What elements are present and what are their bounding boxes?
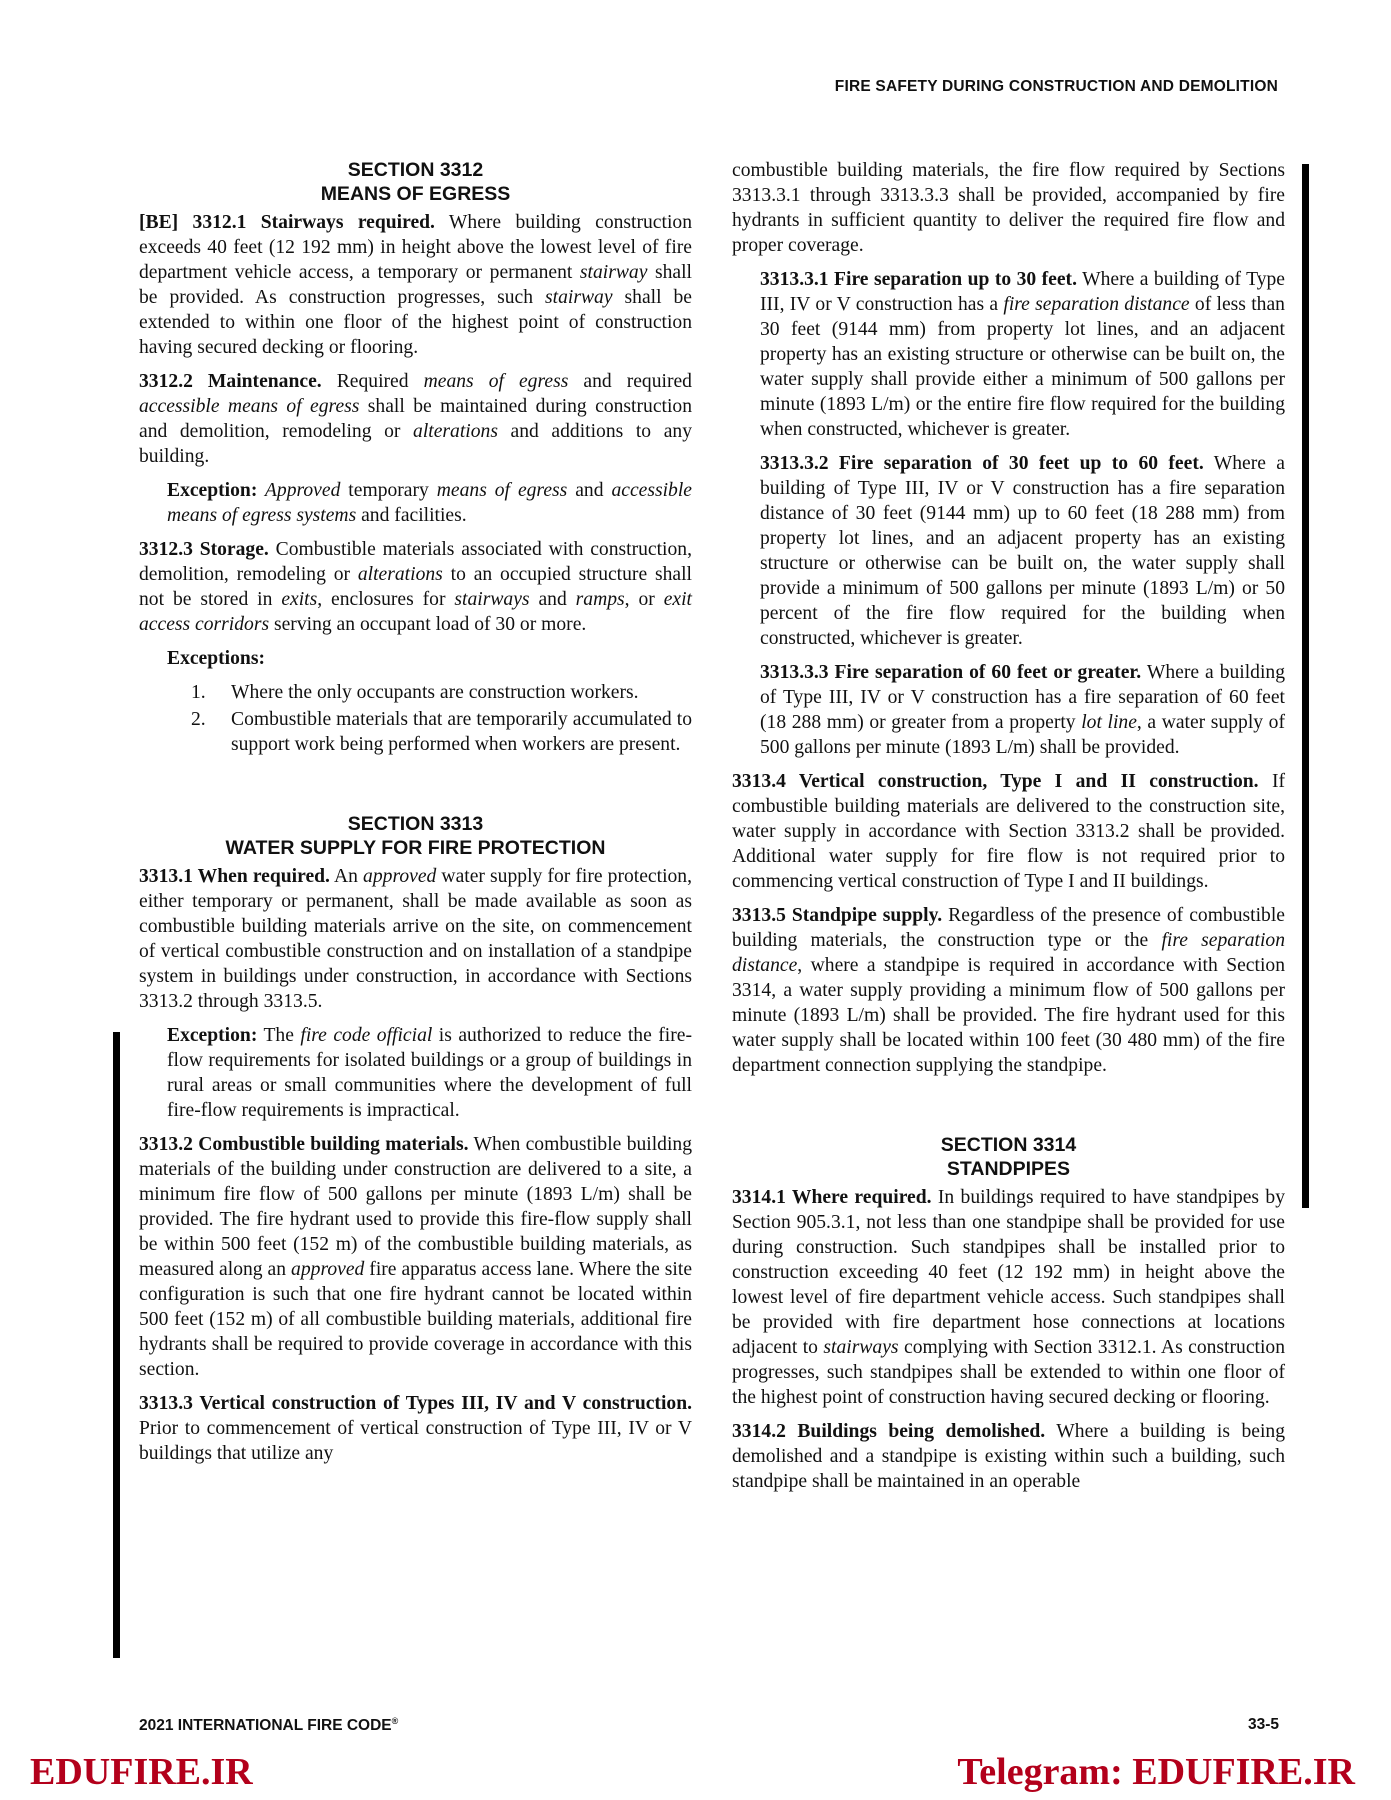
section-number: SECTION 3313 xyxy=(347,813,484,835)
revision-bar-left xyxy=(113,1032,120,1658)
text-run: and additions to any building. xyxy=(139,421,692,467)
defined-term: fire separation distance xyxy=(732,930,1286,976)
exceptions-label: Exceptions: xyxy=(167,648,265,669)
defined-term: fire separation distance xyxy=(1003,294,1190,315)
defined-term: approved xyxy=(291,1259,365,1280)
list-number: 1. xyxy=(191,682,206,703)
section-title: WATER SUPPLY FOR FIRE PROTECTION xyxy=(225,837,606,859)
paragraph-3313-3 xyxy=(139,1391,692,1466)
defined-term: exit access corridors xyxy=(139,589,692,635)
defined-term: stairways xyxy=(454,589,530,610)
defined-term: means of egress xyxy=(436,480,568,501)
paragraph-lead: 3313.3.3 Fire separation of 60 feet or greater. xyxy=(760,662,1142,683)
text-run: and xyxy=(529,589,576,610)
text-run: If combustible building materials are delivered to the construction site, water supply in accordance with Section 3313.2 shall be provided. Additional water supply for fire flow is not required prior to commencing vertical construction of Type I and II buildings. xyxy=(732,771,1286,892)
text-run: of less than 30 feet (9144 mm) from property lot lines, and an adjacent property has an existing structure or otherwise can be built on, the water supply shall provide either a minimum of 500 gallons per minute (1893 L/m) or the entire fire flow required for the building when constructed, whichever is greater. xyxy=(760,294,1285,440)
defined-term: stairways xyxy=(823,1337,899,1358)
defined-term: ramps xyxy=(575,589,625,610)
text-run: The xyxy=(257,1025,301,1046)
defined-term: means of egress xyxy=(423,371,569,392)
list-number: 2. xyxy=(191,709,206,730)
text-run: to an occupied structure shall not be stored in xyxy=(139,564,692,610)
text-run: Where a building of Type III, IV or V construction has a xyxy=(760,269,1285,315)
paragraph-3314-1 xyxy=(732,1185,1285,1410)
text-run: Where a building of Type III, IV or V construction has a fire separation distance of 30 feet (9144 mm) up to 60 feet (18 288 mm) from property lot lines, and an adjacent property has an existing structure or otherwise can be built on, the water supply shall provide a minimum of 500 gallons per minute (1893 L/m) or 50 percent of the fire flow required for the building when constructed, whichever is greater. xyxy=(760,453,1285,649)
text-run: Where a building is being demolished and a standpipe is existing within such a building, such standpipe shall be maintained in an operable xyxy=(732,1421,1286,1492)
defined-term: accessible means of egress systems xyxy=(167,480,692,526)
watermark-right: Telegram: EDUFIRE.IR xyxy=(957,1751,1355,1793)
text-run: and facilities. xyxy=(356,505,467,526)
section-3312-heading xyxy=(139,158,692,206)
paragraph-lead: 3313.4 Vertical construction, Type I and II construction. xyxy=(732,771,1259,792)
defined-term: lot line xyxy=(1081,712,1137,733)
text-run: , enclosures for xyxy=(317,589,455,610)
defined-term: Approved xyxy=(257,480,341,501)
text-run: Where building construction exceeds 40 feet (12 192 mm) in height above the lowest level of fire department vehicle access, a temporary or permanent xyxy=(139,212,692,283)
defined-term: alterations xyxy=(357,564,443,585)
defined-term: fire code official xyxy=(300,1025,433,1046)
text-run: When combustible building materials of the building under construction are delivered to a site, a minimum fire flow of 500 gallons per minute (1893 L/m) shall be provided. The fire hydrant used to provide this fire-flow supply shall be within 500 feet (152 m) of the combustible building materials, as measured along an xyxy=(139,1134,693,1280)
text-run: and xyxy=(567,480,612,501)
text-run: water supply for fire protection, either temporary or permanent, shall be made available as soon as combustible building materials arrive on the site, on commencement of vertical combustible construction and on installation of a standpipe system in buildings under construction, in accordance with Sections 3313.2 through 3313.5. xyxy=(139,866,693,1012)
text-run: In buildings required to have standpipes by Section 905.3.1, not less than one standpipe shall be provided for use during construction. Such standpipes shall be installed prior to construction exceeding 40 feet (12 192 mm) in height above the lowest level of fire department vehicle access. Such standpipes shall be provided with fire department hose connections at locations adjacent to xyxy=(732,1187,1285,1358)
exception-label: Exception: xyxy=(167,1025,258,1046)
watermark-left: EDUFIRE.IR xyxy=(30,1751,253,1793)
registered-mark: ® xyxy=(391,1716,399,1726)
text-run: Prior to commencement of vertical construction of Type III, IV or V buildings that utilize any xyxy=(139,1418,692,1464)
paragraph-3313-3-2 xyxy=(760,451,1285,651)
defined-term: accessible means of egress xyxy=(139,396,360,417)
footer-code-name xyxy=(139,1716,398,1735)
section-number: SECTION 3312 xyxy=(347,159,484,181)
defined-term: stairway xyxy=(579,262,648,283)
paragraph-3313-3-continued: combustible building materials, the fire flow required by Sections 3313.3.1 through 3313.3.3 shall be provided, accompanied by fire hydrants in sufficient quantity to deliver the required fire flow and proper coverage. xyxy=(732,160,1285,256)
defined-term: stairway xyxy=(545,287,613,308)
paragraph-3313-2 xyxy=(139,1132,692,1382)
text-run: complying with Section 3312.1. As construction progresses, such standpipes shall be extended to within one floor of the highest point of construction having secured decking or flooring. xyxy=(732,1337,1286,1408)
section-title: STANDPIPES xyxy=(946,1158,1071,1180)
paragraph-3312-2 xyxy=(139,369,692,469)
paragraph-lead: 3313.2 Combustible building materials. xyxy=(139,1134,469,1155)
section-title: MEANS OF EGRESS xyxy=(320,183,511,205)
list-item xyxy=(191,707,692,757)
list-text: Where the only occupants are construction workers. xyxy=(231,682,639,703)
text-run: and required xyxy=(568,371,692,392)
revision-bar-right xyxy=(1302,164,1309,1208)
defined-term: alterations xyxy=(413,421,498,442)
list-item xyxy=(191,680,692,705)
text-run: shall be maintained during construction and demolition, remodeling or xyxy=(139,396,692,442)
paragraph-lead: 3313.3.2 Fire separation of 30 feet up to 60 feet. xyxy=(760,453,1204,474)
right-column xyxy=(732,158,1285,1503)
defined-term: approved xyxy=(363,866,437,887)
paragraph-3312-3 xyxy=(139,537,692,637)
paragraph-lead: 3313.5 Standpipe supply. xyxy=(732,905,943,926)
text-run: , or xyxy=(624,589,664,610)
exception-label: Exception: xyxy=(167,480,258,501)
text-run: Required xyxy=(321,371,424,392)
section-3313-heading xyxy=(139,812,692,860)
paragraph-3313-3-1 xyxy=(760,267,1285,442)
paragraph-lead: [BE] 3312.1 Stairways required. xyxy=(139,212,435,233)
text-run: shall be provided. As construction progresses, such xyxy=(139,262,693,308)
section-3314-heading xyxy=(732,1133,1285,1181)
paragraph-3313-5 xyxy=(732,903,1285,1078)
section-number: SECTION 3314 xyxy=(940,1134,1077,1156)
paragraph-3313-1 xyxy=(139,864,692,1014)
left-column xyxy=(139,158,692,1475)
text-run: , where a standpipe is required in accordance with Section 3314, a water supply providing a minimum flow of 500 gallons per minute (1893 L/m) shall be provided. The fire hydrant used for this water supply shall be located within 100 feet (30 480 mm) of the fire department connection supplying the standpipe. xyxy=(732,955,1285,1076)
exception-3312-2 xyxy=(167,478,692,528)
text-run: serving an occupant load of 30 or more. xyxy=(269,614,587,635)
paragraph-lead: 3313.3.1 Fire separation up to 30 feet. xyxy=(760,269,1077,290)
text-run: An xyxy=(329,866,364,887)
paragraph-lead: 3313.3 Vertical construction of Types III, IV and V construction. xyxy=(139,1393,692,1414)
paragraph-3312-1 xyxy=(139,210,692,360)
exceptions-list xyxy=(139,680,692,757)
text-run: Where a building of Type III, IV or V construction has a fire separation of 60 feet (18 288 mm) or greater from a property xyxy=(760,662,1286,733)
text-run: Combustible materials associated with construction, demolition, remodeling or xyxy=(139,539,692,585)
paragraph-lead: 3312.2 Maintenance. xyxy=(139,371,322,392)
paragraph-3313-4 xyxy=(732,769,1285,894)
text-run: Regardless of the presence of combustible building materials, the construction type or the xyxy=(732,905,1285,951)
text-run: shall be extended to within one floor of the highest point of construction having secured decking or flooring. xyxy=(139,287,692,358)
text-run: is authorized to reduce the fire-flow requirements for isolated buildings or a group of buildings in rural areas or small communities where the development of full fire-flow requirements is impractical. xyxy=(167,1025,692,1121)
text-run: fire apparatus access lane. Where the site configuration is such that one fire hydrant cannot be located within 500 feet (152 m) of all combustible building materials, additional fire hydrants shall be required to provide coverage in accordance with this section. xyxy=(139,1259,693,1380)
paragraph-3314-2 xyxy=(732,1419,1285,1494)
paragraph-lead: 3313.1 When required. xyxy=(139,866,330,887)
paragraph-lead: 3314.2 Buildings being demolished. xyxy=(732,1421,1046,1442)
exception-3313-1 xyxy=(167,1023,692,1123)
paragraph-lead: 3314.1 Where required. xyxy=(732,1187,932,1208)
text-run: , a water supply of 500 gallons per minute (1893 L/m) shall be provided. xyxy=(760,712,1285,758)
footer-title: 2021 INTERNATIONAL FIRE CODE xyxy=(139,1717,392,1735)
list-text: Combustible materials that are temporarily accumulated to support work being performed when workers are present. xyxy=(231,709,692,755)
running-header: FIRE SAFETY DURING CONSTRUCTION AND DEMOLITION xyxy=(834,78,1278,95)
text-run: temporary xyxy=(340,480,437,501)
defined-term: exits xyxy=(281,589,318,610)
paragraph-lead: 3312.3 Storage. xyxy=(139,539,269,560)
paragraph-3313-3-3 xyxy=(760,660,1285,760)
page-number: 33-5 xyxy=(1247,1716,1279,1733)
